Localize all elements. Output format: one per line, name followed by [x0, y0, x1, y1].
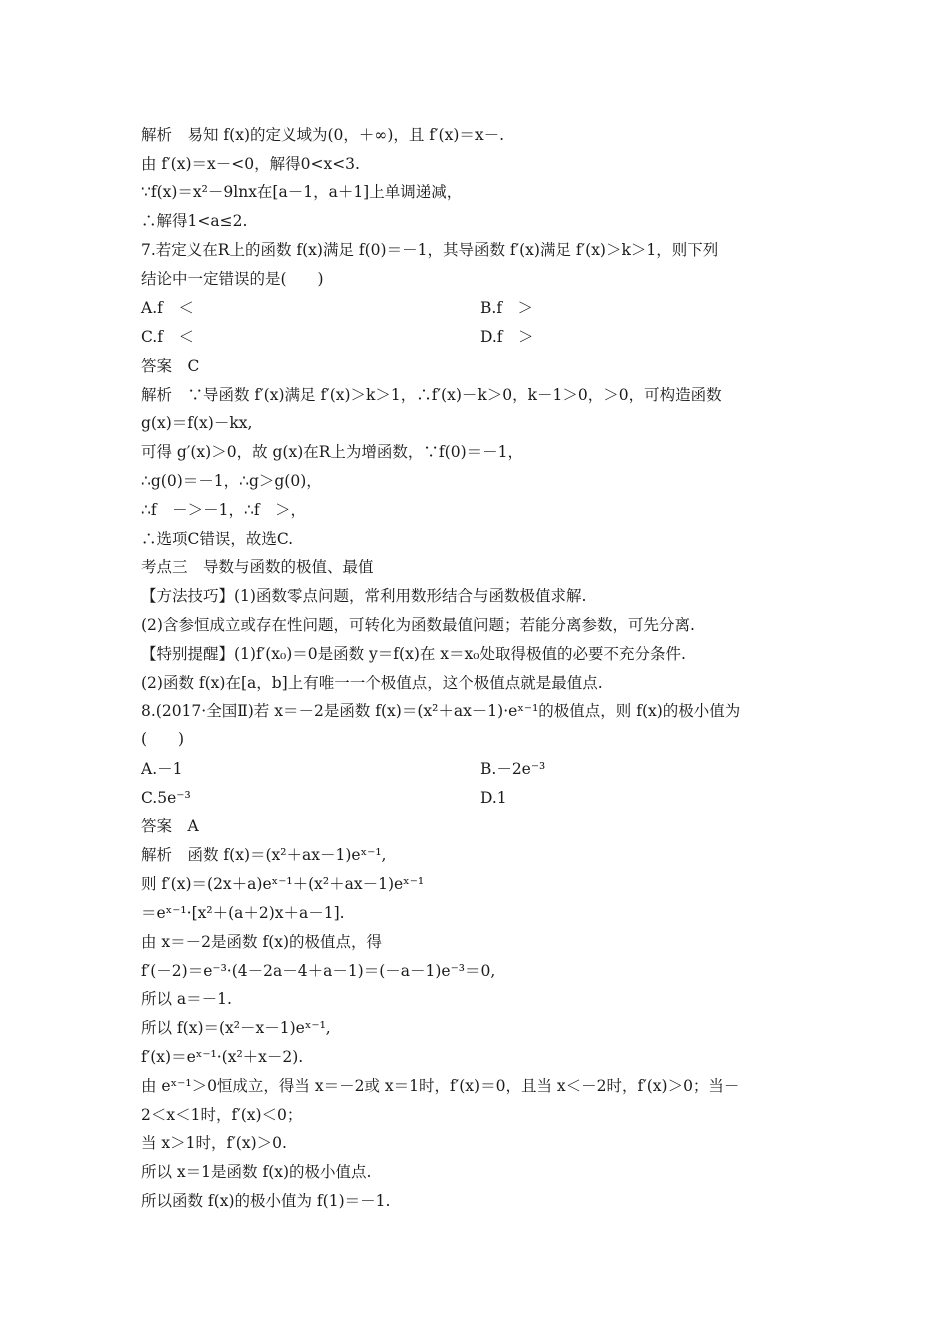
question-7-option-c: C.f ＜	[141, 328, 194, 346]
question-7-analysis-line-6: ∴选项C错误，故选C.	[141, 530, 294, 548]
question-8-option-b: B.－2e⁻³	[480, 760, 546, 778]
question-8-option-a: A.－1	[141, 760, 183, 778]
analysis-line-1: 解析 易知 f(x)的定义域为(0，＋∞)，且 f′(x)＝x－.	[141, 126, 505, 144]
question-8-option-c: C.5e⁻³	[141, 789, 191, 807]
question-7-analysis-line-4: ∴g(0)＝－1，∴g＞g(0)，	[141, 472, 322, 490]
analysis-line-3: ∵f(x)＝x²－9lnx在[a－1，a＋1]上单调递减，	[141, 183, 463, 201]
method-tip-line-1: 【方法技巧】(1)函数零点问题，常利用数形结合与函数极值求解.	[141, 587, 587, 605]
question-8-analysis-line-10: 2＜x＜1时，f′(x)＜0；	[141, 1106, 303, 1124]
question-8-analysis-line-2: 则 f′(x)＝(2x＋a)eˣ⁻¹＋(x²＋ax－1)eˣ⁻¹	[141, 875, 425, 893]
question-8-analysis-line-13: 所以函数 f(x)的极小值为 f(1)＝－1.	[141, 1192, 391, 1210]
question-8-option-row-1	[141, 758, 821, 780]
question-7-option-b: B.f ＞	[480, 299, 534, 317]
question-8-analysis-line-7: 所以 f(x)＝(x²－x－1)eˣ⁻¹,	[141, 1019, 331, 1037]
question-8-analysis-line-3: ＝eˣ⁻¹·[x²＋(a＋2)x＋a－1].	[141, 904, 345, 922]
question-8-analysis-line-12: 所以 x＝1是函数 f(x)的极小值点.	[141, 1163, 372, 1181]
question-7-option-row-2	[141, 326, 821, 348]
question-8-analysis-line-9: 由 eˣ⁻¹＞0恒成立，得当 x＝－2或 x＝1时，f′(x)＝0，且当 x＜－2时，f′(x)＞0；当－	[141, 1077, 740, 1095]
analysis-line-4: ∴解得1<a≤2.	[141, 212, 248, 230]
question-8-option-row-2	[141, 787, 821, 809]
special-reminder-line-2: (2)函数 f(x)在[a，b]上有唯一一个极值点，这个极值点就是最值点.	[141, 674, 603, 692]
question-8-option-d: D.1	[480, 789, 507, 807]
question-8-stem-line-2: ( )	[141, 730, 185, 748]
question-8-analysis-line-6: 所以 a＝－1.	[141, 990, 232, 1008]
question-8-stem-line-1: 8.(2017·全国Ⅱ)若 x＝－2是函数 f(x)＝(x²＋ax－1)·eˣ⁻¹的极值点，则 f(x)的极小值为	[141, 702, 741, 720]
question-8-analysis-line-4: 由 x＝－2是函数 f(x)的极值点，得	[141, 933, 383, 951]
question-8-analysis-line-8: f′(x)＝eˣ⁻¹·(x²＋x－2).	[141, 1048, 304, 1066]
question-7-analysis-line-1: 解析 ∵导函数 f′(x)满足 f′(x)＞k＞1，∴f′(x)－k＞0，k－1＞0，＞0，可构造函数	[141, 386, 722, 404]
section-heading: 考点三 导数与函数的极值、最值	[141, 558, 374, 576]
question-7-option-row-1	[141, 297, 821, 319]
question-7-analysis-line-2: g(x)＝f(x)－kx,	[141, 414, 253, 432]
special-reminder-line-1: 【特别提醒】(1)f′(x₀)＝0是函数 y＝f(x)在 x＝x₀处取得极值的必要不充分条件.	[141, 645, 686, 663]
question-7-analysis-line-3: 可得 g′(x)＞0，故 g(x)在R上为增函数，∵f(0)＝－1，	[141, 443, 523, 461]
question-8-answer: 答案 A	[141, 817, 199, 835]
question-7-analysis-line-5: ∴f －＞－1，∴f ＞，	[141, 501, 307, 519]
question-7-answer: 答案 C	[141, 357, 200, 375]
analysis-line-2: 由 f′(x)＝x－<0，解得0<x<3.	[141, 155, 360, 173]
question-8-analysis-line-1: 解析 函数 f(x)＝(x²＋ax－1)eˣ⁻¹,	[141, 846, 387, 864]
question-7-stem-line-1: 7.若定义在R上的函数 f(x)满足 f(0)＝－1，其导函数 f′(x)满足 f′(x)＞k＞1，则下列	[141, 241, 719, 259]
question-7-option-a: A.f ＜	[141, 299, 194, 317]
question-8-analysis-line-5: f′(－2)＝e⁻³·(4－2a－4＋a－1)＝(－a－1)e⁻³＝0,	[141, 962, 496, 980]
method-tip-line-2: (2)含参恒成立或存在性问题，可转化为函数最值问题；若能分离参数，可先分离.	[141, 616, 695, 634]
question-7-stem-line-2: 结论中一定错误的是( )	[141, 270, 324, 288]
question-7-option-d: D.f ＞	[480, 328, 534, 346]
question-8-analysis-line-11: 当 x＞1时，f′(x)＞0.	[141, 1134, 287, 1152]
